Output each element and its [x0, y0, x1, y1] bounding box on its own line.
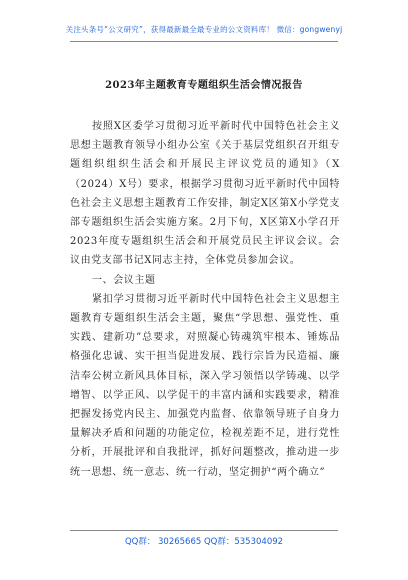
footer-divider: [70, 530, 338, 531]
section-heading-meeting-theme: 一、会议主题: [92, 274, 156, 286]
document-body: [70, 117, 340, 482]
paragraph-meeting-theme: 紧扣学习贯彻习近平新时代中国特色社会主义思想主题教育专题组织生活会主题，聚焦“学思想、强党性、重实践、建新功”总要求，对照凝心铸魂筑牢根本、锤炼品格强化忠诚、实干担当促进发展、践行宗旨为民造福、廉洁奉公树立新风具体目标，深入学习领悟以学铸魂、以学增智、以学正风、以学促干的丰富内涵和实践要求，精准把握发扬党内民主、加强党内监督、依靠领导班子自身力量解决矛盾和问题的功能定位，检视差距不足，进行党性分析，开展批评和自我批评，抓好问题整改，推动进一步统一思想、统一意志、统一行动，坚定拥护“两个确立”: [70, 293, 340, 478]
header-promo-text: 关注头条号“公文研究”，获得最新最全最专业的公文资料库！ 微信：gongwenyj: [65, 25, 343, 34]
document-title: 2023年主题教育专题组织生活会情况报告: [105, 80, 303, 91]
footer-qq-groups: QQ群： 30265665 QQ群：535304092: [124, 537, 284, 547]
header-divider: [70, 41, 338, 42]
paragraph-intro: 按照X区委学习贯彻习近平新时代中国特色社会主义思想主题教育领导小组办公室《关于基层党组织召开组专题组织组织生活会和开展民主评议党员的通知》（X（2024）X号）要求，根据学习贯彻习近平新时代中国特色社会主义思想主题教育工作安排，制定X区第X小学党支部专题组织生活会实施方案。2月下旬，X区第X小学召开2023年度专题组织生活会和开展党员民主评议会议。会议由党支部书记X同志主持，全体党员参加会议。: [70, 121, 340, 267]
